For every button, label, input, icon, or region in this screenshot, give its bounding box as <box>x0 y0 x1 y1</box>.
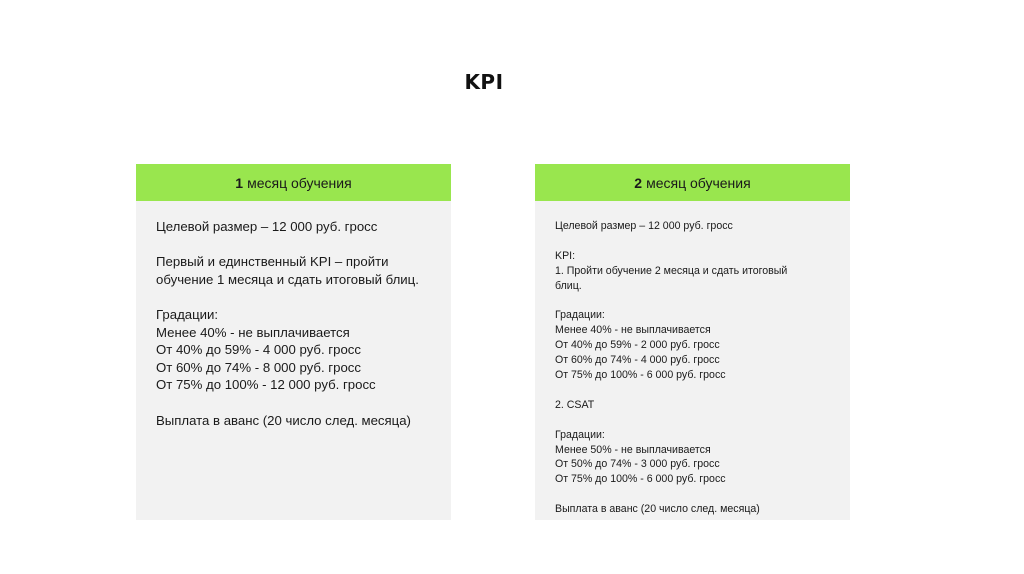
grade-item: От 60% до 74% - 4 000 руб. гросс <box>555 354 720 367</box>
month-1-header <box>136 164 451 201</box>
month-1-number: 1 <box>235 174 244 191</box>
kpi-1-line-1: 1. Пройти обучение 2 месяца и сдать итоговый <box>555 264 788 277</box>
kpi-title: KPI: <box>555 249 576 262</box>
month-1-body <box>136 201 451 429</box>
kpi-2-csat: 2. CSAT <box>555 398 595 411</box>
grade-item: Менее 50% - не выплачивается <box>555 443 711 456</box>
grade-item: От 75% до 100% - 6 000 руб. гросс <box>555 369 726 382</box>
grade-item: От 60% до 74% - 8 000 руб. гросс <box>156 359 361 375</box>
month-2-number: 2 <box>634 174 643 191</box>
month-2-body <box>535 201 850 517</box>
slide-title: KPI <box>464 70 504 94</box>
kpi-text-line-2: обучение 1 месяца и сдать итоговый блиц. <box>156 271 419 287</box>
kpi-1-line-2: блиц. <box>555 279 582 292</box>
grade-item: Менее 40% - не выплачивается <box>156 324 350 340</box>
month-1-label: месяц обучения <box>247 174 352 191</box>
payout-text: Выплата в аванс (20 число след. месяца) <box>156 412 411 428</box>
kpi-text-line-1: Первый и единственный KPI – пройти <box>156 254 389 270</box>
target-size-text: Целевой размер – 12 000 руб. гросс <box>156 219 378 234</box>
grade-item: От 40% до 59% - 2 000 руб. гросс <box>555 339 720 352</box>
month-1-card <box>136 164 451 520</box>
month-2-label: месяц обучения <box>646 174 751 191</box>
grade-item: От 75% до 100% - 6 000 руб. гросс <box>555 473 726 486</box>
grade-item: От 50% до 74% - 3 000 руб. гросс <box>555 458 720 471</box>
payout-text: Выплата в аванс (20 число след. месяца) <box>555 503 760 516</box>
grade-item: Менее 40% - не выплачивается <box>555 324 711 337</box>
grade-item: От 40% до 59% - 4 000 руб. гросс <box>156 342 361 358</box>
month-2-card <box>535 164 850 520</box>
grades-title: Градации: <box>156 306 219 322</box>
target-size-text: Целевой размер – 12 000 руб. гросс <box>555 220 733 232</box>
grades-title: Градации: <box>555 309 605 322</box>
grade-item: От 75% до 100% - 12 000 руб. гросс <box>156 377 376 393</box>
grades-title: Градации: <box>555 428 605 441</box>
month-2-header <box>535 164 850 201</box>
